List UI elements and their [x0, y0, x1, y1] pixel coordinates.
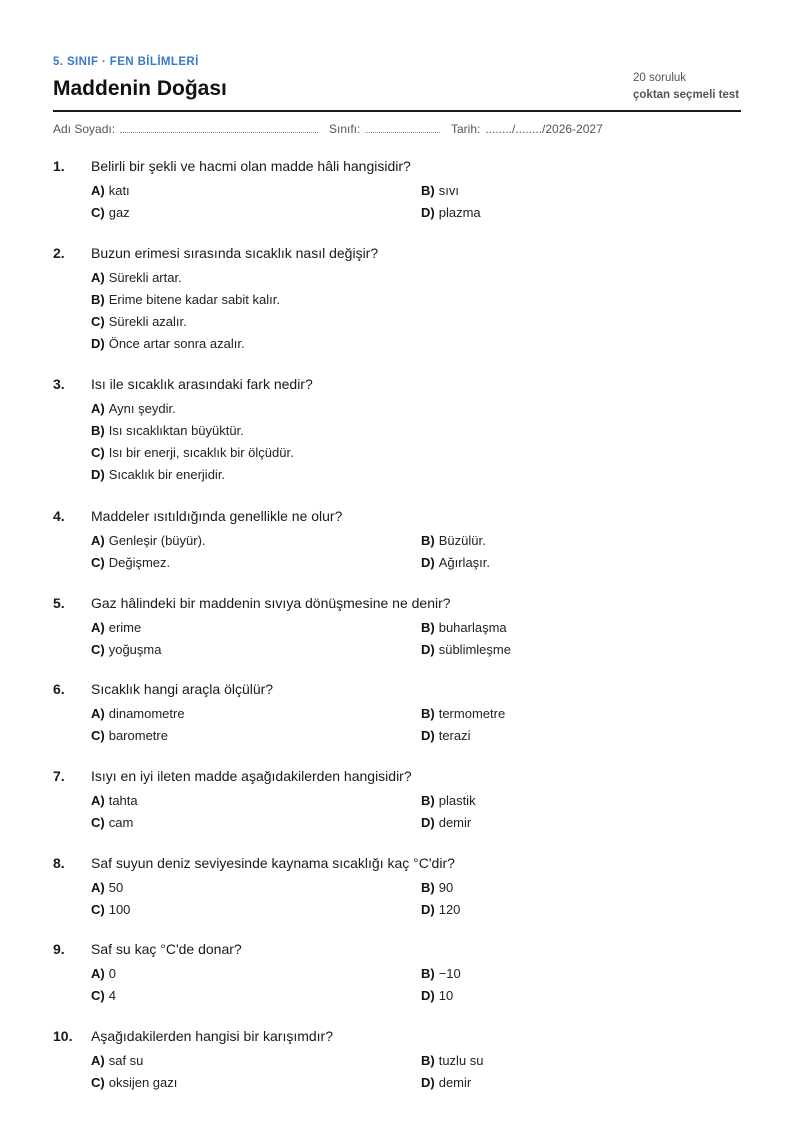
option-key: B)	[421, 880, 435, 895]
question-number: 5.	[53, 595, 65, 611]
option-key: D)	[91, 467, 105, 482]
option-text: 0	[108, 966, 116, 981]
option-key: D)	[91, 336, 105, 351]
date-field[interactable]	[451, 122, 603, 136]
option-key: D)	[421, 642, 435, 657]
answer-option-a[interactable]	[91, 1053, 143, 1068]
option-key: B)	[421, 1053, 435, 1068]
option-text: plastik	[438, 793, 476, 808]
student-info-fields	[53, 122, 741, 140]
date-label: Tarih:	[451, 122, 481, 136]
option-text: 120	[438, 902, 461, 917]
answer-option-c[interactable]	[91, 314, 187, 329]
answer-option-d[interactable]	[91, 467, 225, 482]
option-key: C)	[91, 815, 105, 830]
option-text: Sıcaklık bir enerjidir.	[108, 467, 226, 482]
answer-option-d[interactable]	[421, 988, 453, 1003]
answer-option-d[interactable]	[421, 205, 481, 220]
question-number: 9.	[53, 941, 65, 957]
option-text: Genleşir (büyür).	[108, 533, 206, 548]
option-key: B)	[91, 423, 105, 438]
option-key: B)	[421, 183, 435, 198]
option-text: Sürekli artar.	[108, 270, 182, 285]
option-text: Isı sıcaklıktan büyüktür.	[108, 423, 244, 438]
test-meta	[633, 72, 741, 101]
option-key: C)	[91, 555, 105, 570]
option-text: 4	[108, 988, 116, 1003]
option-text: plazma	[438, 205, 481, 220]
option-key: C)	[91, 902, 105, 917]
answer-option-d[interactable]	[421, 902, 460, 917]
answer-option-c[interactable]	[91, 445, 294, 460]
option-text: Önce artar sonra azalır.	[108, 336, 245, 351]
question-number: 2.	[53, 245, 65, 261]
answer-option-a[interactable]	[91, 706, 185, 721]
answer-option-b[interactable]	[421, 706, 505, 721]
option-text: demir	[438, 1075, 472, 1090]
option-text: Sürekli azalır.	[108, 314, 187, 329]
option-key: C)	[91, 642, 105, 657]
answer-option-d[interactable]	[421, 555, 490, 570]
option-key: A)	[91, 270, 105, 285]
question-number: 8.	[53, 855, 65, 871]
name-label: Adı Soyadı:	[53, 122, 116, 136]
option-key: B)	[421, 966, 435, 981]
subject-label: 5. SINIF · FEN BİLİMLERİ	[53, 56, 199, 68]
answer-option-d[interactable]	[421, 728, 471, 743]
option-text: 50	[108, 880, 124, 895]
option-key: B)	[421, 533, 435, 548]
class-blank[interactable]	[365, 122, 440, 133]
option-text: 10	[438, 988, 454, 1003]
question-text: Buzun erimesi sırasında sıcaklık nasıl değişir?	[91, 245, 379, 261]
option-text: −10	[438, 966, 461, 981]
question-text: Maddeler ısıtıldığında genellikle ne olur?	[91, 508, 343, 524]
option-key: D)	[421, 815, 435, 830]
option-key: D)	[421, 728, 435, 743]
option-key: A)	[91, 533, 105, 548]
answer-option-d[interactable]	[421, 815, 471, 830]
answer-option-b[interactable]	[91, 292, 280, 307]
answer-option-d[interactable]	[421, 642, 511, 657]
answer-option-c[interactable]	[91, 988, 116, 1003]
test-type: çoktan seçmeli test	[633, 89, 740, 101]
question-text: Isı ile sıcaklık arasındaki fark nedir?	[91, 376, 313, 392]
answer-option-d[interactable]	[91, 336, 245, 351]
option-text: erime	[108, 620, 142, 635]
option-key: C)	[91, 314, 105, 329]
answer-option-b[interactable]	[421, 620, 507, 635]
option-key: A)	[91, 880, 105, 895]
option-key: D)	[421, 205, 435, 220]
class-field[interactable]	[329, 122, 440, 136]
option-key: A)	[91, 183, 105, 198]
question-text: Belirli bir şekli ve hacmi olan madde hâli hangisidir?	[91, 158, 411, 174]
worksheet-header	[53, 0, 741, 112]
option-text: 100	[108, 902, 131, 917]
answer-option-c[interactable]	[91, 728, 168, 743]
question-text: Saf su kaç °C'de donar?	[91, 941, 242, 957]
option-key: A)	[91, 401, 105, 416]
option-text: Erime bitene kadar sabit kalır.	[108, 292, 280, 307]
option-text: Ağırlaşır.	[438, 555, 491, 570]
answer-option-a[interactable]	[91, 620, 141, 635]
answer-option-c[interactable]	[91, 205, 130, 220]
answer-option-a[interactable]	[91, 793, 138, 808]
answer-option-c[interactable]	[91, 555, 170, 570]
question-count: 20 soruluk	[633, 72, 687, 84]
question-text: Sıcaklık hangi araçla ölçülür?	[91, 681, 274, 697]
option-key: A)	[91, 620, 105, 635]
question-number: 3.	[53, 376, 65, 392]
option-text: tahta	[108, 793, 138, 808]
option-key: A)	[91, 1053, 105, 1068]
option-text: buharlaşma	[438, 620, 507, 635]
answer-option-b[interactable]	[421, 533, 486, 548]
answer-option-b[interactable]	[91, 423, 244, 438]
option-key: A)	[91, 793, 105, 808]
class-label: Sınıfı:	[329, 122, 361, 136]
question-text: Saf suyun deniz seviyesinde kaynama sıcaklığı kaç °C'dir?	[91, 855, 455, 871]
option-text: demir	[438, 815, 472, 830]
option-text: barometre	[108, 728, 168, 743]
answer-option-c[interactable]	[91, 642, 161, 657]
answer-option-c[interactable]	[91, 1075, 177, 1090]
question-text: Gaz hâlindeki bir maddenin sıvıya dönüşmesine ne denir?	[91, 595, 451, 611]
option-text: yoğuşma	[108, 642, 162, 657]
answer-option-b[interactable]	[421, 183, 459, 198]
question-text: Aşağıdakilerden hangisi bir karışımdır?	[91, 1028, 334, 1044]
option-text: terazi	[438, 728, 471, 743]
question-number: 1.	[53, 158, 65, 174]
option-key: C)	[91, 445, 105, 460]
option-text: sıvı	[438, 183, 459, 198]
option-key: A)	[91, 966, 105, 981]
option-text: Büzülür.	[438, 533, 486, 548]
option-key: C)	[91, 205, 105, 220]
option-text: oksijen gazı	[108, 1075, 178, 1090]
option-key: A)	[91, 706, 105, 721]
option-text: Değişmez.	[108, 555, 171, 570]
answer-option-a[interactable]	[91, 533, 206, 548]
answer-option-b[interactable]	[421, 966, 461, 981]
option-key: C)	[91, 1075, 105, 1090]
option-text: katı	[108, 183, 130, 198]
answer-option-a[interactable]	[91, 401, 176, 416]
option-key: D)	[421, 1075, 435, 1090]
option-key: B)	[421, 620, 435, 635]
question-number: 7.	[53, 768, 65, 784]
option-text: Isı bir enerji, sıcaklık bir ölçüdür.	[108, 445, 294, 460]
option-key: C)	[91, 728, 105, 743]
option-key: D)	[421, 555, 435, 570]
answer-option-b[interactable]	[421, 880, 453, 895]
answer-option-c[interactable]	[91, 902, 130, 917]
option-text: saf su	[108, 1053, 144, 1068]
question-number: 6.	[53, 681, 65, 697]
name-blank[interactable]	[120, 122, 318, 133]
answer-option-a[interactable]	[91, 183, 130, 198]
option-key: C)	[91, 988, 105, 1003]
option-text: 90	[438, 880, 454, 895]
name-field[interactable]	[53, 122, 318, 136]
option-key: B)	[421, 793, 435, 808]
option-text: dinamometre	[108, 706, 185, 721]
option-text: tuzlu su	[438, 1053, 484, 1068]
option-text: Aynı şeydir.	[108, 401, 176, 416]
option-text: gaz	[108, 205, 130, 220]
option-key: B)	[91, 292, 105, 307]
option-text: cam	[108, 815, 134, 830]
worksheet-page	[53, 0, 741, 1090]
answer-option-a[interactable]	[91, 880, 123, 895]
answer-option-b[interactable]	[421, 793, 476, 808]
option-text: termometre	[438, 706, 506, 721]
date-value: ......../......../2026-2027	[485, 122, 603, 136]
question-text: Isıyı en iyi ileten madde aşağıdakilerden hangisidir?	[91, 768, 412, 784]
answer-option-c[interactable]	[91, 815, 133, 830]
option-key: D)	[421, 902, 435, 917]
answer-option-d[interactable]	[421, 1075, 471, 1090]
answer-option-b[interactable]	[421, 1053, 484, 1068]
answer-option-a[interactable]	[91, 966, 116, 981]
page-title: Maddenin Doğası	[53, 77, 227, 100]
answer-option-a[interactable]	[91, 270, 182, 285]
option-key: B)	[421, 706, 435, 721]
option-text: süblimleşme	[438, 642, 511, 657]
option-key: D)	[421, 988, 435, 1003]
question-number: 4.	[53, 508, 65, 524]
question-number: 10.	[53, 1028, 73, 1044]
